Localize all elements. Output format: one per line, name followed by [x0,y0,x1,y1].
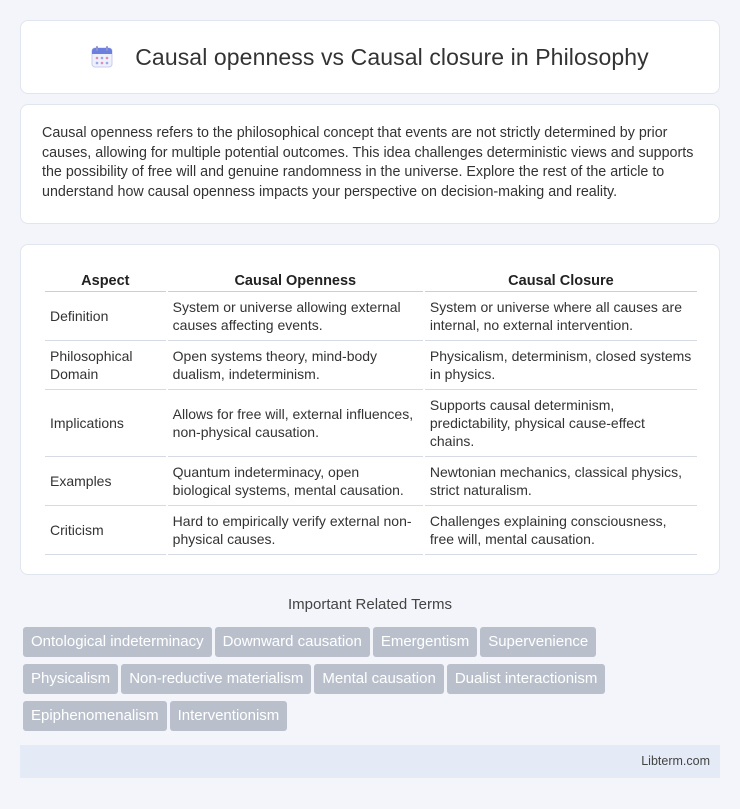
tag-emergentism[interactable]: Emergentism [373,627,477,657]
openness-cell: Hard to empirically verify external non-physical causes. [168,506,423,555]
openness-cell: System or universe allowing external causes affecting events. [168,292,423,341]
openness-cell: Open systems theory, mind-body dualism, indeterminism. [168,341,423,390]
table-row [45,457,697,506]
tag-supervenience[interactable]: Supervenience [480,627,596,657]
header-aspect: Aspect [45,266,166,292]
closure-cell: System or universe where all causes are internal, no external intervention. [425,292,697,341]
header-causal-closure: Causal Closure [425,266,697,292]
footer-site-link[interactable]: Libterm.com [641,754,710,768]
aspect-cell: Implications [45,390,166,457]
closure-cell: Challenges explaining consciousness, free will, mental causation. [425,506,697,555]
comparison-card [20,244,720,575]
aspect-cell: Examples [45,457,166,506]
aspect-cell: Definition [45,292,166,341]
header-causal-openness: Causal Openness [168,266,423,292]
table-row [45,341,697,390]
intro-text: Causal openness refers to the philosophical concept that events are not strictly determined by prior causes, allowing for multiple potential outcomes. This idea challenges deterministic views and supports the possibility of free will and genuine randomness in the universe. Explore the rest of the article to understand how causal openness impacts your perspective on decision-making and reality. [42,125,694,200]
footer [20,745,720,778]
title-card [20,20,720,94]
related-terms-title: Important Related Terms [288,596,452,613]
aspect-cell: Criticism [45,506,166,555]
tag-mental-causation[interactable]: Mental causation [314,664,443,694]
tag-non-reductive-materialism[interactable]: Non-reductive materialism [121,664,311,694]
tag-physicalism[interactable]: Physicalism [23,664,118,694]
comparison-table [43,266,699,555]
closure-cell: Physicalism, determinism, closed systems in physics. [425,341,697,390]
intro-card [20,104,720,224]
openness-cell: Allows for free will, external influences, non-physical causation. [168,390,423,457]
related-terms-list [23,627,723,738]
table-header-row [45,266,697,292]
tag-epiphenomenalism[interactable]: Epiphenomenalism [23,701,167,731]
openness-cell: Quantum indeterminacy, open biological systems, mental causation. [168,457,423,506]
aspect-cell: Philosophical Domain [45,341,166,390]
page-title: Causal openness vs Causal closure in Philosophy [135,43,649,70]
tag-downward-causation[interactable]: Downward causation [215,627,370,657]
table-row [45,390,697,457]
tag-dualist-interactionism[interactable]: Dualist interactionism [447,664,606,694]
closure-cell: Newtonian mechanics, classical physics, strict naturalism. [425,457,697,506]
table-row [45,292,697,341]
tag-ontological-indeterminacy[interactable]: Ontological indeterminacy [23,627,212,657]
tag-interventionism[interactable]: Interventionism [170,701,288,731]
calendar-icon [91,45,113,69]
table-row [45,506,697,555]
closure-cell: Supports causal determinism, predictability, physical cause-effect chains. [425,390,697,457]
